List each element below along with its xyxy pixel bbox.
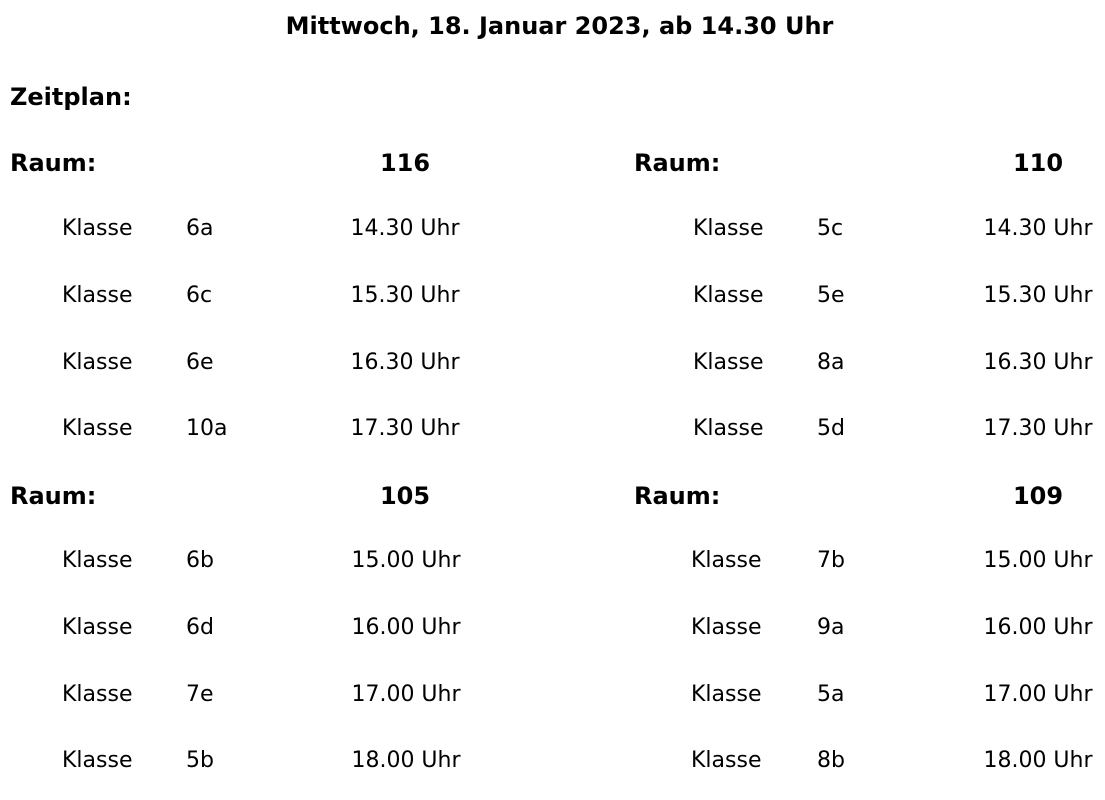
klasse-label: Klasse bbox=[62, 748, 133, 773]
class-name: 6a bbox=[186, 216, 214, 241]
room-header bbox=[10, 146, 480, 180]
class-row bbox=[10, 412, 480, 446]
room-block-105 bbox=[10, 479, 480, 779]
class-name: 6e bbox=[186, 350, 214, 375]
class-row bbox=[634, 212, 1104, 246]
room-header bbox=[634, 479, 1104, 513]
klasse-label: Klasse bbox=[693, 283, 764, 308]
time-slot: 17.00 Uhr bbox=[351, 682, 461, 707]
klasse-label: Klasse bbox=[62, 615, 133, 640]
class-name: 10a bbox=[186, 416, 228, 441]
time-slot: 16.00 Uhr bbox=[351, 615, 461, 640]
class-name: 8a bbox=[817, 350, 845, 375]
class-name: 6c bbox=[186, 283, 213, 308]
room-number: 110 bbox=[1012, 149, 1064, 177]
class-name: 5b bbox=[186, 748, 214, 773]
class-name: 5e bbox=[817, 283, 845, 308]
room-label: Raum: bbox=[634, 482, 721, 510]
class-row bbox=[634, 678, 1104, 712]
klasse-label: Klasse bbox=[62, 216, 133, 241]
class-row bbox=[634, 412, 1104, 446]
time-slot: 16.00 Uhr bbox=[983, 615, 1093, 640]
class-row bbox=[634, 544, 1104, 578]
room-label: Raum: bbox=[10, 482, 97, 510]
time-slot: 16.30 Uhr bbox=[350, 350, 460, 375]
time-slot: 18.00 Uhr bbox=[983, 748, 1093, 773]
time-slot: 15.30 Uhr bbox=[983, 283, 1093, 308]
time-slot: 15.00 Uhr bbox=[351, 548, 461, 573]
klasse-label: Klasse bbox=[691, 548, 762, 573]
room-label: Raum: bbox=[10, 149, 97, 177]
room-block-110 bbox=[634, 146, 1104, 446]
klasse-label: Klasse bbox=[691, 748, 762, 773]
klasse-label: Klasse bbox=[62, 350, 133, 375]
time-slot: 14.30 Uhr bbox=[983, 216, 1093, 241]
klasse-label: Klasse bbox=[693, 416, 764, 441]
klasse-label: Klasse bbox=[62, 548, 133, 573]
room-block-116 bbox=[10, 146, 480, 446]
class-row bbox=[10, 544, 480, 578]
time-slot: 14.30 Uhr bbox=[350, 216, 460, 241]
klasse-label: Klasse bbox=[693, 216, 764, 241]
time-slot: 16.30 Uhr bbox=[983, 350, 1093, 375]
room-header bbox=[10, 479, 480, 513]
class-row bbox=[10, 611, 480, 645]
room-header bbox=[634, 146, 1104, 180]
class-name: 7b bbox=[817, 548, 845, 573]
time-slot: 15.00 Uhr bbox=[983, 548, 1093, 573]
klasse-label: Klasse bbox=[62, 682, 133, 707]
class-row bbox=[10, 744, 480, 778]
time-slot: 17.00 Uhr bbox=[983, 682, 1093, 707]
class-name: 5d bbox=[817, 416, 845, 441]
class-row bbox=[10, 279, 480, 313]
class-row bbox=[634, 346, 1104, 380]
page-title: Mittwoch, 18. Januar 2023, ab 14.30 Uhr bbox=[285, 12, 834, 40]
klasse-label: Klasse bbox=[691, 615, 762, 640]
class-name: 6d bbox=[186, 615, 214, 640]
klasse-label: Klasse bbox=[62, 283, 133, 308]
klasse-label: Klasse bbox=[693, 350, 764, 375]
class-row bbox=[10, 212, 480, 246]
time-slot: 17.30 Uhr bbox=[350, 416, 460, 441]
class-row bbox=[634, 279, 1104, 313]
class-name: 8b bbox=[817, 748, 845, 773]
class-name: 5a bbox=[817, 682, 845, 707]
time-slot: 18.00 Uhr bbox=[351, 748, 461, 773]
room-number: 109 bbox=[1012, 482, 1064, 510]
room-number: 105 bbox=[379, 482, 431, 510]
class-name: 7e bbox=[186, 682, 214, 707]
room-label: Raum: bbox=[634, 149, 721, 177]
room-number: 116 bbox=[379, 149, 431, 177]
time-slot: 17.30 Uhr bbox=[983, 416, 1093, 441]
klasse-label: Klasse bbox=[691, 682, 762, 707]
class-row bbox=[634, 744, 1104, 778]
class-row bbox=[10, 678, 480, 712]
class-name: 5c bbox=[817, 216, 844, 241]
schedule-label: Zeitplan: bbox=[10, 83, 132, 111]
klasse-label: Klasse bbox=[62, 416, 133, 441]
class-name: 6b bbox=[186, 548, 214, 573]
class-name: 9a bbox=[817, 615, 845, 640]
class-row bbox=[10, 346, 480, 380]
time-slot: 15.30 Uhr bbox=[350, 283, 460, 308]
class-row bbox=[634, 611, 1104, 645]
room-block-109 bbox=[634, 479, 1104, 779]
